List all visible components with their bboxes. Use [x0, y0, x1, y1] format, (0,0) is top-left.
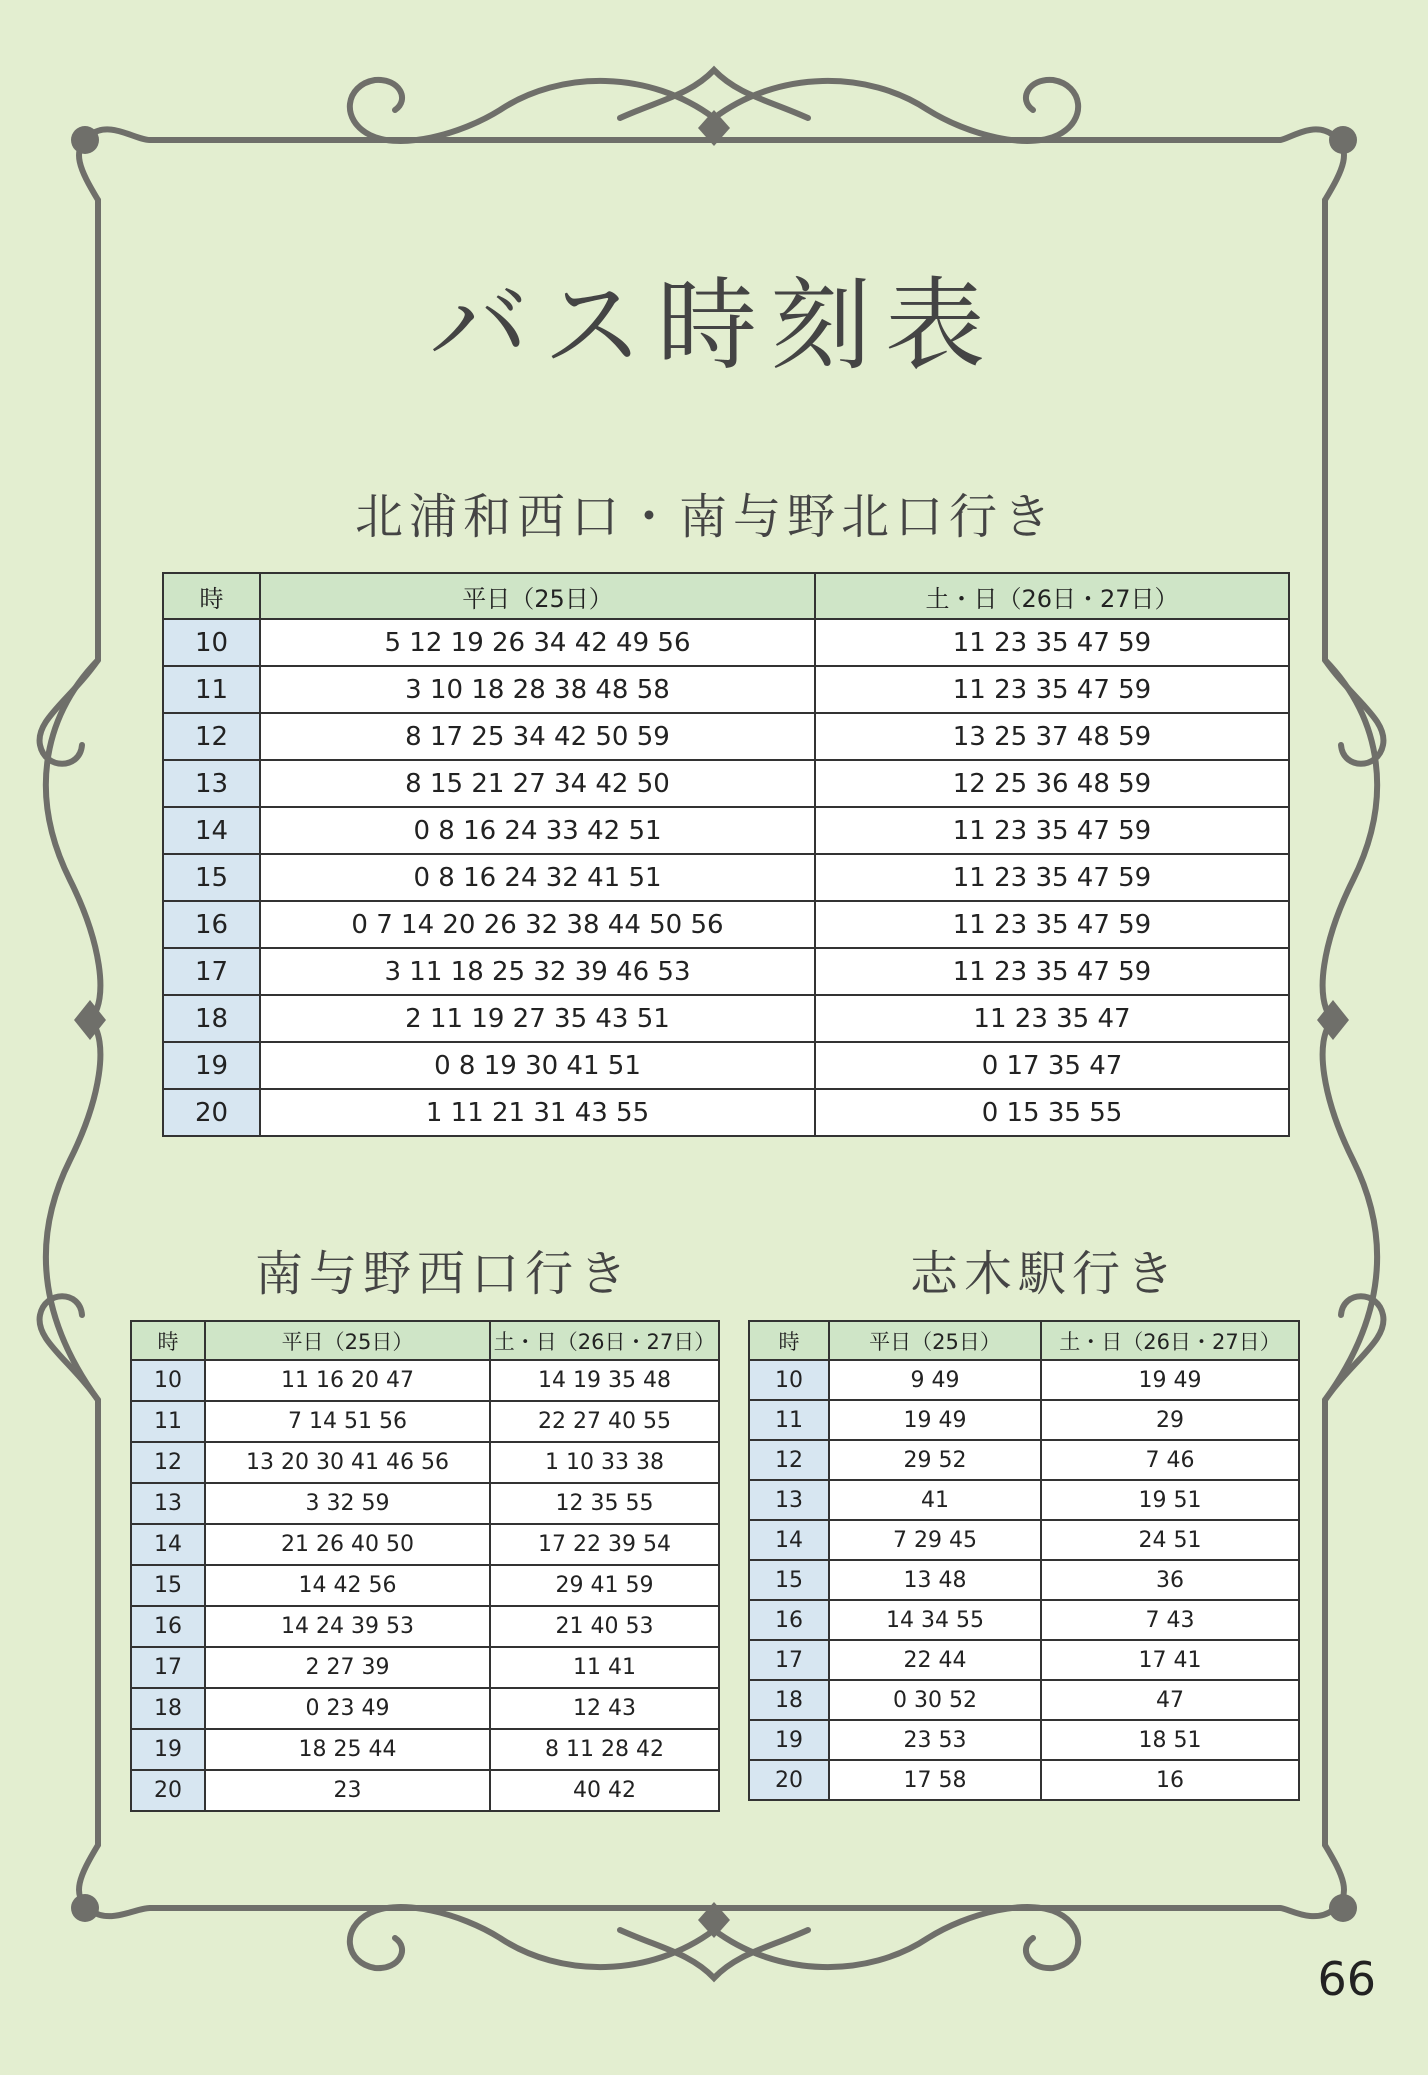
weekday-times-cell: 17 58	[829, 1760, 1041, 1800]
page-title: バス時刻表	[429, 267, 999, 384]
table-row	[163, 760, 1289, 807]
weekend-times-cell: 12 43	[490, 1688, 719, 1729]
table-row	[749, 1400, 1299, 1440]
header-weekend: 土・日（26日・27日）	[815, 573, 1289, 619]
table-row	[131, 1483, 719, 1524]
table-row	[749, 1600, 1299, 1640]
hour-cell: 18	[163, 995, 260, 1042]
weekday-times-cell: 14 24 39 53	[205, 1606, 490, 1647]
weekday-times-cell: 1 11 21 31 43 55	[260, 1089, 815, 1136]
weekday-times-cell: 0 7 14 20 26 32 38 44 50 56	[260, 901, 815, 948]
weekend-times-cell: 17 22 39 54	[490, 1524, 719, 1565]
table-body	[749, 1360, 1299, 1800]
weekday-times-cell: 11 16 20 47	[205, 1360, 490, 1401]
hour-cell: 17	[131, 1647, 205, 1688]
table-title-kitaurawa: 北浦和西口・南与野北口行き	[355, 489, 1058, 545]
weekday-times-cell: 18 25 44	[205, 1729, 490, 1770]
weekday-times-cell: 8 17 25 34 42 50 59	[260, 713, 815, 760]
weekday-times-cell: 23	[205, 1770, 490, 1811]
hour-cell: 14	[163, 807, 260, 854]
hour-cell: 10	[749, 1360, 829, 1400]
weekday-times-cell: 0 8 19 30 41 51	[260, 1042, 815, 1089]
timetable-shiki	[748, 1320, 1300, 1801]
table-row	[131, 1688, 719, 1729]
hour-cell: 12	[749, 1440, 829, 1480]
weekday-times-cell: 0 8 16 24 33 42 51	[260, 807, 815, 854]
weekend-times-cell: 18 51	[1041, 1720, 1299, 1760]
header-hour: 時	[163, 573, 260, 619]
weekend-times-cell: 11 23 35 47 59	[815, 901, 1289, 948]
weekday-times-cell: 9 49	[829, 1360, 1041, 1400]
table-header-row	[749, 1321, 1299, 1360]
table-row	[131, 1606, 719, 1647]
weekend-times-cell: 22 27 40 55	[490, 1401, 719, 1442]
table-row	[131, 1360, 719, 1401]
weekday-times-cell: 8 15 21 27 34 42 50	[260, 760, 815, 807]
table-row	[749, 1560, 1299, 1600]
weekend-times-cell: 29 41 59	[490, 1565, 719, 1606]
hour-cell: 13	[131, 1483, 205, 1524]
weekend-times-cell: 16	[1041, 1760, 1299, 1800]
weekend-times-cell: 11 23 35 47	[815, 995, 1289, 1042]
header-weekend: 土・日（26日・27日）	[1041, 1321, 1299, 1360]
weekend-times-cell: 11 23 35 47 59	[815, 807, 1289, 854]
table-row	[749, 1360, 1299, 1400]
table-body	[131, 1360, 719, 1811]
table-row	[163, 1089, 1289, 1136]
hour-cell: 19	[131, 1729, 205, 1770]
weekend-times-cell: 19 51	[1041, 1480, 1299, 1520]
page-number: 66	[1317, 1952, 1376, 2006]
table-row	[131, 1729, 719, 1770]
weekend-times-cell: 0 17 35 47	[815, 1042, 1289, 1089]
hour-cell: 15	[131, 1565, 205, 1606]
weekday-times-cell: 7 29 45	[829, 1520, 1041, 1560]
hour-cell: 20	[163, 1089, 260, 1136]
header-weekday: 平日（25日）	[260, 573, 815, 619]
weekday-times-cell: 13 20 30 41 46 56	[205, 1442, 490, 1483]
weekend-times-cell: 12 25 36 48 59	[815, 760, 1289, 807]
hour-cell: 19	[749, 1720, 829, 1760]
timetable-kitaurawa	[162, 572, 1290, 1137]
hour-cell: 10	[131, 1360, 205, 1401]
table-row	[131, 1565, 719, 1606]
table-row	[131, 1770, 719, 1811]
table-title-shiki: 志木駅行き	[910, 1246, 1181, 1302]
hour-cell: 17	[163, 948, 260, 995]
weekday-times-cell: 2 27 39	[205, 1647, 490, 1688]
weekend-times-cell: 11 23 35 47 59	[815, 854, 1289, 901]
header-hour: 時	[749, 1321, 829, 1360]
hour-cell: 20	[749, 1760, 829, 1800]
weekday-times-cell: 5 12 19 26 34 42 49 56	[260, 619, 815, 666]
weekend-times-cell: 8 11 28 42	[490, 1729, 719, 1770]
weekday-times-cell: 0 23 49	[205, 1688, 490, 1729]
weekday-times-cell: 0 8 16 24 32 41 51	[260, 854, 815, 901]
table-row	[163, 666, 1289, 713]
weekend-times-cell: 7 43	[1041, 1600, 1299, 1640]
weekend-times-cell: 40 42	[490, 1770, 719, 1811]
weekend-times-cell: 19 49	[1041, 1360, 1299, 1400]
hour-cell: 16	[131, 1606, 205, 1647]
hour-cell: 14	[131, 1524, 205, 1565]
weekend-times-cell: 36	[1041, 1560, 1299, 1600]
table-row	[163, 1042, 1289, 1089]
table-row	[131, 1647, 719, 1688]
table-row	[163, 901, 1289, 948]
header-weekday: 平日（25日）	[205, 1321, 490, 1360]
hour-cell: 16	[749, 1600, 829, 1640]
weekday-times-cell: 22 44	[829, 1640, 1041, 1680]
header-weekend: 土・日（26日・27日）	[490, 1321, 719, 1360]
weekday-times-cell: 7 14 51 56	[205, 1401, 490, 1442]
hour-cell: 18	[749, 1680, 829, 1720]
hour-cell: 13	[163, 760, 260, 807]
weekend-times-cell: 11 23 35 47 59	[815, 666, 1289, 713]
hour-cell: 12	[163, 713, 260, 760]
weekend-times-cell: 21 40 53	[490, 1606, 719, 1647]
weekday-times-cell: 19 49	[829, 1400, 1041, 1440]
hour-cell: 14	[749, 1520, 829, 1560]
table-row	[163, 948, 1289, 995]
weekend-times-cell: 14 19 35 48	[490, 1360, 719, 1401]
hour-cell: 11	[163, 666, 260, 713]
weekday-times-cell: 0 30 52	[829, 1680, 1041, 1720]
table-body	[163, 619, 1289, 1136]
weekend-times-cell: 12 35 55	[490, 1483, 719, 1524]
table-row	[163, 807, 1289, 854]
weekday-times-cell: 13 48	[829, 1560, 1041, 1600]
table-header-row	[131, 1321, 719, 1360]
table-row	[131, 1524, 719, 1565]
weekend-times-cell: 0 15 35 55	[815, 1089, 1289, 1136]
weekday-times-cell: 3 32 59	[205, 1483, 490, 1524]
hour-cell: 15	[749, 1560, 829, 1600]
hour-cell: 18	[131, 1688, 205, 1729]
table-row	[163, 713, 1289, 760]
weekend-times-cell: 1 10 33 38	[490, 1442, 719, 1483]
table-row	[163, 619, 1289, 666]
weekend-times-cell: 11 23 35 47 59	[815, 619, 1289, 666]
hour-cell: 15	[163, 854, 260, 901]
table-row	[163, 854, 1289, 901]
hour-cell: 11	[131, 1401, 205, 1442]
hour-cell: 10	[163, 619, 260, 666]
table-row	[131, 1442, 719, 1483]
table-row	[749, 1480, 1299, 1520]
hour-cell: 19	[163, 1042, 260, 1089]
hour-cell: 20	[131, 1770, 205, 1811]
table-row	[131, 1401, 719, 1442]
table-row	[749, 1760, 1299, 1800]
hour-cell: 13	[749, 1480, 829, 1520]
table-row	[749, 1680, 1299, 1720]
weekend-times-cell: 24 51	[1041, 1520, 1299, 1560]
weekend-times-cell: 13 25 37 48 59	[815, 713, 1289, 760]
table-header-row	[163, 573, 1289, 619]
timetable-minamiyono	[130, 1320, 720, 1812]
weekend-times-cell: 29	[1041, 1400, 1299, 1440]
weekday-times-cell: 23 53	[829, 1720, 1041, 1760]
weekend-times-cell: 17 41	[1041, 1640, 1299, 1680]
table-row	[749, 1520, 1299, 1560]
hour-cell: 17	[749, 1640, 829, 1680]
header-weekday: 平日（25日）	[829, 1321, 1041, 1360]
table-row	[749, 1440, 1299, 1480]
weekday-times-cell: 14 34 55	[829, 1600, 1041, 1640]
table-row	[163, 995, 1289, 1042]
weekday-times-cell: 21 26 40 50	[205, 1524, 490, 1565]
weekday-times-cell: 2 11 19 27 35 43 51	[260, 995, 815, 1042]
header-hour: 時	[131, 1321, 205, 1360]
weekday-times-cell: 3 10 18 28 38 48 58	[260, 666, 815, 713]
hour-cell: 11	[749, 1400, 829, 1440]
table-row	[749, 1640, 1299, 1680]
weekday-times-cell: 29 52	[829, 1440, 1041, 1480]
weekend-times-cell: 7 46	[1041, 1440, 1299, 1480]
hour-cell: 16	[163, 901, 260, 948]
weekend-times-cell: 11 23 35 47 59	[815, 948, 1289, 995]
table-title-minamiyono: 南与野西口行き	[255, 1246, 634, 1302]
weekday-times-cell: 14 42 56	[205, 1565, 490, 1606]
weekday-times-cell: 3 11 18 25 32 39 46 53	[260, 948, 815, 995]
weekend-times-cell: 11 41	[490, 1647, 719, 1688]
table-row	[749, 1720, 1299, 1760]
weekend-times-cell: 47	[1041, 1680, 1299, 1720]
hour-cell: 12	[131, 1442, 205, 1483]
weekday-times-cell: 41	[829, 1480, 1041, 1520]
